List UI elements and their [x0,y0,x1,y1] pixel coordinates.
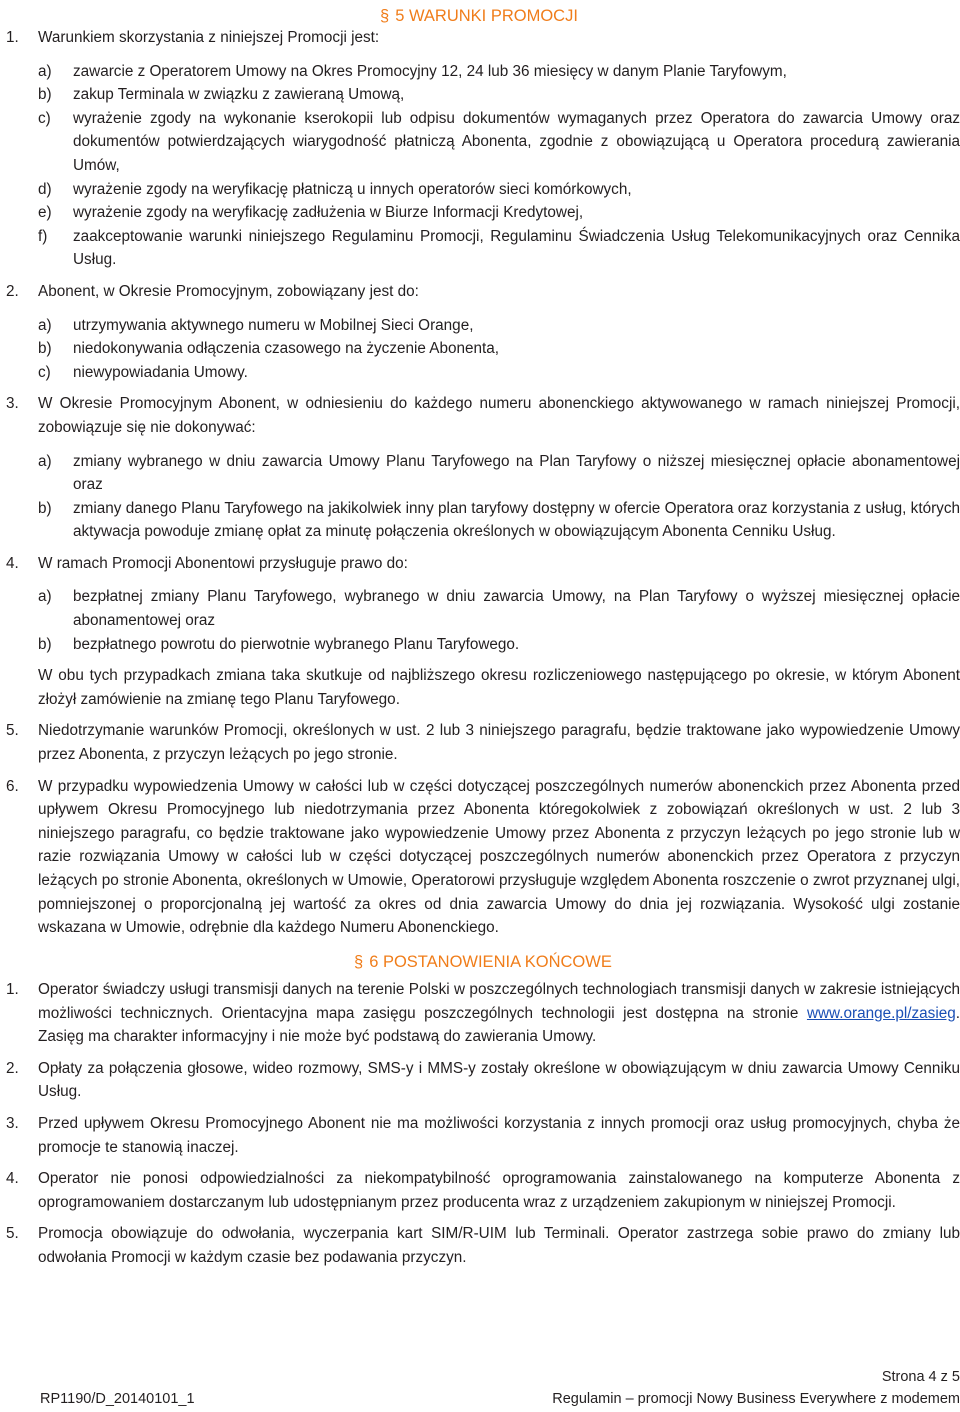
item-text: Operator nie ponosi odpowiedzialności za niekompatybilność oprogramowania zainstalowanego na komputerze Abonenta z oprogramowaniem dostarczanym lub udostępnianym przez producenta wraz z urządzeniem zakupionym w niniejszej Promocji. [38,1170,960,1211]
item-text: Promocja obowiązuje do odwołania, wyczerpania kart SIM/R-UIM lub Terminali. Operator zastrzega sobie prawo do zmiany lub odwołania Promocji w każdym czasie bez podawania przyczyn. [38,1225,960,1266]
s6-item-5 [6,1222,960,1269]
sub-label: a) [38,588,52,606]
item-number: 6. [6,777,19,795]
sub-text: bezpłatnego powrotu do pierwotnie wybranego Planu Taryfowego. [73,635,520,653]
sub-label: a) [38,62,52,80]
s5-item-2 [6,280,960,304]
sub-text: wyrażenie zgody na weryfikację zadłużenia w Biurze Informacji Kredytowej, [73,204,584,222]
item-number: 5. [6,1225,19,1243]
sub-label: a) [38,316,52,334]
item-text: Abonent, w Okresie Promocyjnym, zobowiązany jest do: [38,282,419,300]
s5-item-1 [6,26,960,50]
sub-label: e) [38,204,52,222]
sub-label: b) [38,635,52,653]
sub-text: wyrażenie zgody na weryfikację płatniczą u innych operatorów sieci komórkowych, [73,180,632,198]
s5-item-4 [6,552,960,576]
item-number: 3. [6,1114,19,1132]
s5-3-b [38,497,960,544]
s6-item-2 [6,1057,960,1104]
sub-text: zakup Terminala w związku z zawieraną Umową, [73,86,405,104]
sub-label: a) [38,452,52,470]
section-6-body [6,978,960,1270]
sub-label: d) [38,180,52,198]
s5-4-a [38,585,960,632]
s5-2-a [38,314,960,338]
item-text: Operator świadczy usługi transmisji danych na terenie Polski w poszczególnych technologiach transmisji danych w zakresie istniejących możliwości technicznych. Orientacyjna mapa zasięgu poszczególnych technologii jest dostępna na stronie www.orange.pl/zasieg. Zasięg ma charakter informacyjny i nie może być podstawą do zawierania Umowy. [38,981,960,1046]
item-number: 3. [6,395,19,413]
s5-4-b [38,633,960,657]
item-text: Opłaty za połączenia głosowe, wideo rozmowy, SMS-y i MMS-y zostały określone w obowiązującym w dniu zawarcia Umowy Cenniku Usług. [38,1059,960,1101]
section-sign-icon: § [380,7,390,25]
section-5-body [6,26,960,940]
s5-1-c [38,107,960,178]
sub-text: niedokonywania odłączenia czasowego na życzenie Abonenta, [73,340,500,358]
sub-label: b) [38,340,52,358]
sub-label: b) [38,499,52,517]
s5-1-a [38,60,960,84]
item-text: W ramach Promocji Abonentowi przysługuje prawo do: [38,554,408,572]
section-5-heading [380,4,578,28]
s5-1-f [38,225,960,272]
page-number: Strona 4 z 5 [881,1369,960,1385]
sub-text: niewypowiadania Umowy. [73,363,248,381]
s5-item-3 [6,392,960,439]
item-number: 2. [6,282,19,300]
s6-item-3 [6,1112,960,1159]
item-number: 1. [6,981,19,998]
item-number: 5. [6,722,19,740]
item-text: W Okresie Promocyjnym Abonent, w odniesieniu do każdego numeru abonenckiego aktywowanego w ramach niniejszej Promocji, zobowiązuje się nie dokonywać: [38,395,960,436]
item-text: Przed upływem Okresu Promocyjnego Abonent nie ma możliwości korzystania z innych promocji oraz usług promocyjnych, chyba że promocje te stanowią inaczej. [38,1114,960,1156]
sub-label: c) [38,363,51,381]
document-id: RP1190/D_20140101_1 [40,1391,195,1407]
document-title: Regulamin – promocji Nowy Business Everywhere z modemem [552,1391,960,1407]
s5-item-5 [6,719,960,766]
sub-text: zawarcie z Operatorem Umowy na Okres Promocyjny 12, 24 lub 36 miesięcy w danym Planie Taryfowym, [73,62,787,80]
sub-text: zmiany wybranego w dniu zawarcia Umowy Planu Taryfowego na Plan Taryfowy o niższej miesięcznej opłacie abonamentowej oraz [73,452,960,494]
section-6-heading [354,950,612,974]
item-text: Warunkiem skorzystania z niniejszej Promocji jest: [38,29,380,46]
item-text: W przypadku wypowiedzenia Umowy w całości lub w części dotyczącej poszczególnych numerów abonenckich przez Abonenta przed upływem Okresu Promocyjnego lub niedotrzymania przez Abonenta któregokolwiek z zobowiązań określonych w ust. 2 lub 3 niniejszego paragrafu, co będzie traktowane jako wypowiedzenie Umowy przez Abonenta z przyczyn leżących po jego stronie lub w razie rozwiązania Umowy w całości lub w części dotyczącej poszczególnych numerów abonenckich przez Operatora z przyczyn leżących po stronie Abonenta, określonych w Umowie, Operatorowi przysługuje względem Abonenta roszczenie o zwrot przyznanej ulgi, pomniejszonej o proporcjonalną jej wartość za okres od dnia zawarcia Umowy do dnia jej rozwiązania. Wysokość ulgi zostanie wskazana w Umowie, odrębnie dla każdego Numeru Abonenckiego. [38,777,960,937]
s5-4-note: W obu tych przypadkach zmiana taka skutkuje od najbliższego okresu rozliczeniowego następującego po okresie, w którym Abonent złożył zamówienie na zmianę tego Planu Taryfowego. [38,667,960,708]
item-number: 4. [6,1170,19,1188]
sub-label: b) [38,86,52,104]
sub-text: wyrażenie zgody na wykonanie kserokopii lub odpisu dokumentów wymaganych przez Operatora do zawarcia Umowy oraz dokumentów potwierdzających wiarygodność płatniczą Abonenta, zgodnie z obowiązującą u Operatora procedurą zawierania Umów, [73,109,960,174]
item-number: 2. [6,1059,19,1077]
item-number: 4. [6,554,19,572]
sub-text: zaakceptowanie warunki niniejszego Regulaminu Promocji, Regulaminu Świadczenia Usług Telekomunikacyjnych oraz Cennika Usług. [73,227,960,269]
s5-2-c [38,361,960,385]
item-number: 1. [6,29,19,46]
s5-1-d [38,178,960,202]
sub-text: bezpłatnej zmiany Planu Taryfowego, wybranego w dniu zawarcia Umowy, na Plan Taryfowy o wyższej miesięcznej opłacie abonamentowej oraz [73,588,960,630]
sub-label: f) [38,227,48,245]
sub-label: c) [38,109,51,127]
section-sign-icon: § [354,953,364,971]
sub-text: utrzymywania aktywnego numeru w Mobilnej Sieci Orange, [73,316,474,334]
s5-1-b [38,83,960,107]
sub-text: zmiany danego Planu Taryfowego na jakikolwiek inny plan taryfowy dostępny w ofercie Operatora oraz korzystania z usług, których aktywacja powoduje zmianę opłat za minutę połączenia określonych w obowiązującym Abonenta Cenniku Usług. [73,499,960,541]
section-6-title: 6 POSTANOWIENIA KOŃCOWE [369,953,612,971]
s5-item-6 [6,775,960,940]
s6-item-4 [6,1167,960,1214]
s5-1-e [38,201,960,225]
section-5-title: 5 WARUNKI PROMOCJI [395,7,578,25]
item-text: Niedotrzymanie warunków Promocji, określonych w ust. 2 lub 3 niniejszego paragrafu, będzie traktowane jako wypowiedzenie Umowy przez Abonenta, z przyczyn leżących po jego stronie. [38,722,960,764]
s5-2-b [38,337,960,361]
s5-3-a [38,450,960,497]
coverage-map-link[interactable]: www.orange.pl/zasieg [806,1004,956,1022]
s6-item-1 [6,978,960,1049]
